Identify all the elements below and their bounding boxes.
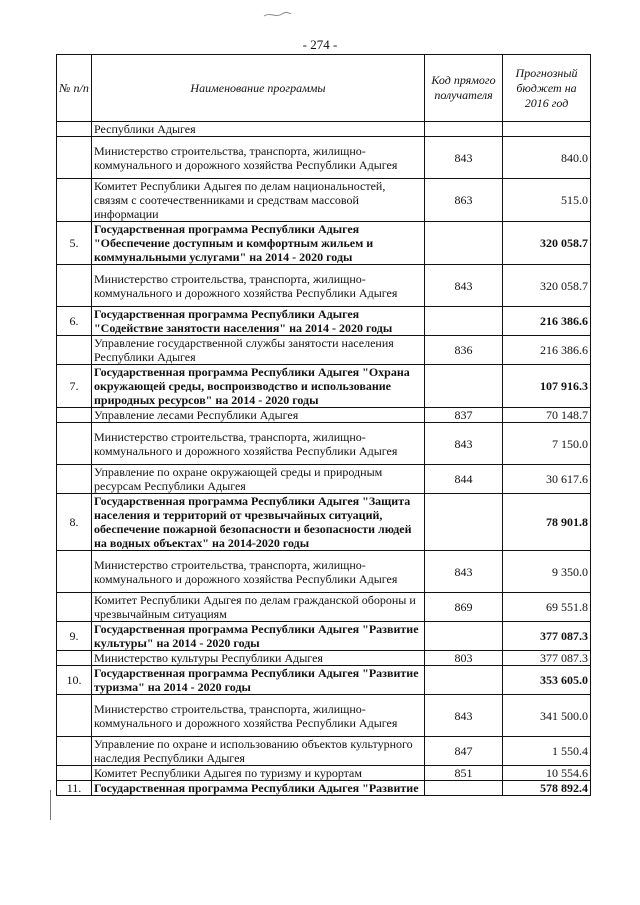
row-number [57,551,92,593]
budget-value: 78 901.8 [503,494,591,551]
recipient-code: 851 [425,766,503,781]
recipient-row [57,551,591,593]
row-number [57,651,92,666]
recipient-code [425,781,503,796]
budget-value: 320 058.7 [503,265,591,307]
page-number: - 274 - [302,37,338,52]
program-name: Комитет Республики Адыгея по делам гражданской обороны и чрезвычайным ситуациям [92,593,425,622]
budget-value: 216 386.6 [503,336,591,365]
budget-value: 1 550.4 [503,737,591,766]
program-name: Министерство строительства, транспорта, жилищно-коммунального и дорожного хозяйства Республики Адыгея [92,137,425,179]
budget-value: 578 892.4 [503,781,591,796]
recipient-code: 843 [425,423,503,465]
pen-mark [262,10,292,20]
program-name: Комитет Республики Адыгея по делам национальностей, связям с соотечественниками и средствам массовой информации [92,179,425,222]
recipient-row [57,122,591,137]
budget-value: 70 148.7 [503,408,591,423]
recipient-code: 843 [425,695,503,737]
recipient-row [57,408,591,423]
row-number [57,695,92,737]
recipient-code: 836 [425,336,503,365]
budget-value: 30 617.6 [503,465,591,494]
program-name: Государственная программа Республики Адыгея "Охрана окружающей среды, воспроизводство и использование природных ресурсов" на 2014 - 2020 годы [92,365,425,408]
budget-value: 515.0 [503,179,591,222]
program-row [57,494,591,551]
row-number: 5. [57,222,92,265]
recipient-row [57,766,591,781]
row-number [57,122,92,137]
header-num: № п/п [57,55,92,122]
budget-value: 107 916.3 [503,365,591,408]
recipient-code: 837 [425,408,503,423]
program-name: Министерство строительства, транспорта, жилищно-коммунального и дорожного хозяйства Республики Адыгея [92,695,425,737]
recipient-row [57,423,591,465]
program-name: Управление по охране окружающей среды и природным ресурсам Республики Адыгея [92,465,425,494]
program-name: Государственная программа Республики Адыгея "Развитие туризма" на 2014 - 2020 годы [92,666,425,695]
program-name: Государственная программа Республики Адыгея "Развитие [92,781,425,796]
recipient-code: 869 [425,593,503,622]
budget-value: 69 551.8 [503,593,591,622]
recipient-row [57,265,591,307]
program-row [57,222,591,265]
program-name: Управление государственной службы занятости населения Республики Адыгея [92,336,425,365]
program-name: Управление лесами Республики Адыгея [92,408,425,423]
program-row [57,666,591,695]
budget-value: 10 554.6 [503,766,591,781]
recipient-code [425,222,503,265]
recipient-code [425,307,503,336]
recipient-code: 847 [425,737,503,766]
recipient-code [425,494,503,551]
row-number: 8. [57,494,92,551]
program-name: Республики Адыгея [92,122,425,137]
program-row [57,781,591,796]
row-number: 7. [57,365,92,408]
row-number [57,336,92,365]
program-name: Государственная программа Республики Адыгея "Обеспечение доступным и комфортным жильем и коммунальными услугами" на 2014 - 2020 годы [92,222,425,265]
recipient-row [57,179,591,222]
recipient-row [57,465,591,494]
budget-value: 7 150.0 [503,423,591,465]
program-row [57,307,591,336]
program-name: Министерство строительства, транспорта, жилищно-коммунального и дорожного хозяйства Республики Адыгея [92,551,425,593]
table-header-row [57,55,591,122]
program-name: Государственная программа Республики Адыгея "Содействие занятости населения" на 2014 - 2020 годы [92,307,425,336]
recipient-row [57,651,591,666]
program-name: Государственная программа Республики Адыгея "Защита населения и территорий от чрезвычайных ситуаций, обеспечение пожарной безопасности и безопасности людей на водных объектах" на 2014-2020 годы [92,494,425,551]
recipient-code: 844 [425,465,503,494]
row-number [57,179,92,222]
budget-table [56,54,591,796]
recipient-code: 843 [425,137,503,179]
row-number [57,737,92,766]
header-budget: Прогнозный бюджет на 2016 год [503,55,591,122]
row-number [57,766,92,781]
row-number: 11. [57,781,92,796]
recipient-row [57,336,591,365]
header-name: Наименование программы [92,55,425,122]
budget-value: 377 087.3 [503,651,591,666]
budget-value: 320 058.7 [503,222,591,265]
recipient-code [425,622,503,651]
budget-value: 377 087.3 [503,622,591,651]
table-body [57,122,591,796]
recipient-code: 843 [425,551,503,593]
budget-value: 9 350.0 [503,551,591,593]
recipient-code [425,666,503,695]
budget-value: 353 605.0 [503,666,591,695]
row-number: 6. [57,307,92,336]
row-number [57,423,92,465]
budget-value: 840.0 [503,137,591,179]
budget-value [503,122,591,137]
program-name: Комитет Республики Адыгея по туризму и курортам [92,766,425,781]
margin-line [50,790,51,820]
program-row [57,365,591,408]
recipient-code: 843 [425,265,503,307]
program-name: Управление по охране и использованию объектов культурного наследия Республики Адыгея [92,737,425,766]
row-number [57,465,92,494]
recipient-row [57,737,591,766]
row-number: 10. [57,666,92,695]
recipient-row [57,593,591,622]
recipient-code [425,122,503,137]
recipient-code: 863 [425,179,503,222]
recipient-row [57,695,591,737]
recipient-code [425,365,503,408]
row-number [57,137,92,179]
recipient-code: 803 [425,651,503,666]
program-name: Государственная программа Республики Адыгея "Развитие культуры" на 2014 - 2020 годы [92,622,425,651]
program-row [57,622,591,651]
header-code: Код прямого получателя [425,55,503,122]
budget-value: 216 386.6 [503,307,591,336]
row-number [57,265,92,307]
budget-value: 341 500.0 [503,695,591,737]
row-number [57,408,92,423]
row-number [57,593,92,622]
program-name: Министерство строительства, транспорта, жилищно-коммунального и дорожного хозяйства Республики Адыгея [92,265,425,307]
program-name: Министерство строительства, транспорта, жилищно-коммунального и дорожного хозяйства Республики Адыгея [92,423,425,465]
program-name: Министерство культуры Республики Адыгея [92,651,425,666]
recipient-row [57,137,591,179]
row-number: 9. [57,622,92,651]
